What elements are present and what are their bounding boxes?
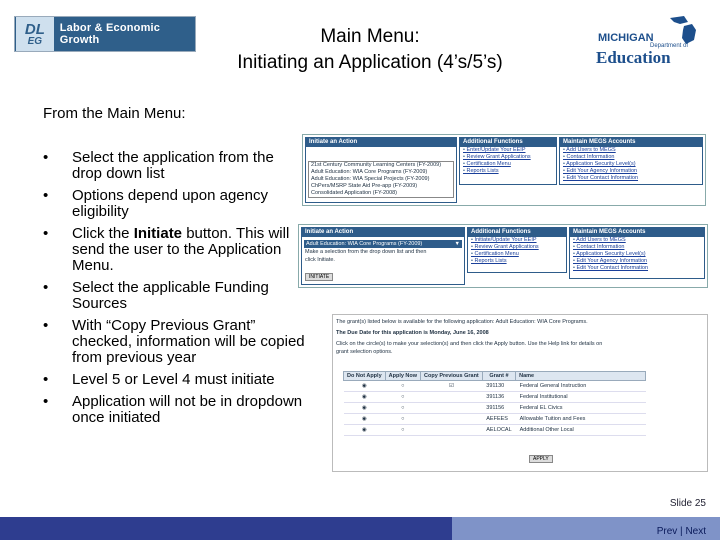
- bullet-icon: •: [43, 371, 49, 388]
- copy-previous-cell: [421, 403, 483, 414]
- help-text: click Initiate.: [305, 257, 335, 263]
- intro-text: From the Main Menu:: [43, 105, 186, 122]
- grant-number: 391130: [482, 381, 515, 392]
- bullet-text: Select the application from the drop down list: [72, 149, 274, 182]
- logo-education: Education: [596, 48, 671, 67]
- screenshot-main-menu-selected: [298, 224, 708, 288]
- apply-now-radio[interactable]: ○: [385, 392, 420, 403]
- additional-link[interactable]: • Reports Lists: [460, 168, 556, 175]
- column-header: Name: [516, 372, 646, 381]
- slide-title-line-1: Main Menu:: [320, 26, 420, 47]
- bullet-text: Application will not be in dropdown once initiated: [72, 393, 303, 426]
- initiate-action-title: Initiate an Action: [302, 228, 464, 237]
- initiate-button-row: [302, 265, 464, 281]
- additional-link[interactable]: • Review Grant Applications: [460, 154, 556, 161]
- bullet-item: [43, 150, 305, 182]
- grant-table-header: [344, 372, 646, 381]
- additional-functions-title: Additional Functions: [468, 228, 566, 237]
- bullet-item: [43, 280, 305, 312]
- additional-link[interactable]: • Certification Menu: [468, 251, 566, 258]
- michigan-education-logo: [594, 10, 706, 68]
- dleg-logo: [14, 16, 196, 52]
- initiate-action-box: [301, 227, 465, 285]
- additional-link[interactable]: • Certification Menu: [460, 161, 556, 168]
- screenshot-grant-selection: [332, 314, 708, 472]
- bullet-text: With “Copy Previous Grant” checked, information will be copied from previous year: [72, 317, 305, 366]
- maintain-link[interactable]: • Application Security Level(s): [560, 161, 702, 168]
- logo-department: Department of: [650, 43, 689, 49]
- maintain-link[interactable]: • Add Users to MEGS: [560, 147, 702, 154]
- dleg-logo-mark-top: DL: [24, 20, 45, 38]
- copy-previous-cell: [421, 414, 483, 425]
- grant-number: AEFEES: [482, 414, 515, 425]
- dropdown-option[interactable]: Adult Education: WIA Core Programs (FY-2009): [311, 169, 428, 175]
- maintain-link[interactable]: • Contact Information: [570, 244, 704, 251]
- dleg-logo-mark-bottom: EG: [27, 35, 43, 47]
- bullet-text: Options depend upon agency eligibility: [72, 187, 268, 220]
- bullet-item: [43, 318, 305, 366]
- application-select-value: Adult Education: WIA Core Programs (FY-2009): [306, 241, 423, 247]
- dleg-logo-text: Labor & Economic Growth: [59, 22, 161, 46]
- help-text: Make a selection from the drop down list and then: [305, 249, 427, 255]
- screenshot-main-menu-dropdown: [302, 134, 706, 206]
- additional-link[interactable]: • Review Grant Applications: [468, 244, 566, 251]
- initiate-button[interactable]: INITIATE: [305, 273, 333, 281]
- do-not-apply-radio[interactable]: ◉: [344, 403, 386, 414]
- chevron-down-icon: ▼: [454, 241, 460, 247]
- bullet-item: [43, 226, 305, 274]
- table-row: [344, 403, 646, 414]
- bullet-text: Level 5 or Level 4 must initiate: [72, 371, 275, 388]
- apply-now-radio[interactable]: ○: [385, 381, 420, 392]
- maintain-accounts-title: Maintain MEGS Accounts: [560, 138, 702, 147]
- dleg-logo-mark: [16, 17, 54, 51]
- dropdown-option[interactable]: Adult Education: WIA Special Projects (FY-2009): [311, 176, 430, 182]
- maintain-link[interactable]: • Application Security Level(s): [570, 251, 704, 258]
- grant-instruction-line: grant selection options.: [336, 349, 393, 355]
- slide-title: [200, 24, 540, 76]
- additional-link[interactable]: • Reports Lists: [468, 258, 566, 265]
- dropdown-option[interactable]: Consolidated Application (FY-2008): [311, 190, 398, 196]
- next-link[interactable]: Next: [685, 526, 706, 537]
- footer-bar: [0, 517, 720, 540]
- column-header: Copy Previous Grant: [421, 372, 483, 381]
- bullet-icon: •: [43, 279, 49, 296]
- bullet-list: [43, 150, 305, 432]
- copy-previous-checkbox[interactable]: ☑: [421, 381, 483, 392]
- grant-number: 391156: [482, 403, 515, 414]
- grant-info-line: The grant(s) listed below is available for the following application: Adult Education: WIA Core Programs.: [336, 319, 588, 325]
- application-dropdown-list[interactable]: [308, 161, 454, 198]
- maintain-accounts-box: [569, 227, 705, 279]
- bullet-icon: •: [43, 393, 49, 410]
- grant-number: 391136: [482, 392, 515, 403]
- additional-functions-title: Additional Functions: [460, 138, 556, 147]
- table-row: [344, 425, 646, 436]
- bullet-text-tail: button. This will send the user to the Application Menu.: [72, 225, 290, 274]
- copy-previous-cell: [421, 392, 483, 403]
- grant-name: Additional Other Local: [516, 425, 646, 436]
- additional-link[interactable]: • Initiate/Update Your EEIP: [468, 237, 566, 244]
- slide-title-line-2: Initiating an Application (4’s/5’s): [237, 52, 503, 73]
- table-row: [344, 414, 646, 425]
- do-not-apply-radio[interactable]: ◉: [344, 425, 386, 436]
- additional-functions-box: [459, 137, 557, 185]
- grant-name: Allowable Tuition and Fees: [516, 414, 646, 425]
- initiate-action-title: Initiate an Action: [306, 138, 456, 147]
- bullet-icon: •: [43, 225, 49, 242]
- grant-table: [343, 371, 646, 436]
- column-header: Do Not Apply: [344, 372, 386, 381]
- application-select[interactable]: [304, 240, 462, 248]
- apply-now-radio[interactable]: ○: [385, 403, 420, 414]
- prev-link[interactable]: Prev: [656, 526, 678, 537]
- do-not-apply-radio[interactable]: ◉: [344, 392, 386, 403]
- additional-link[interactable]: • Enter/Update Your EEIP: [460, 147, 556, 154]
- bullet-icon: •: [43, 317, 49, 334]
- initiate-action-box: [305, 137, 457, 203]
- maintain-link[interactable]: • Edit Your Agency Information: [570, 258, 704, 265]
- grant-number: AELOCAL: [482, 425, 515, 436]
- bullet-text: Click the: [72, 225, 134, 242]
- nav-separator: |: [680, 526, 683, 537]
- maintain-link[interactable]: • Edit Your Contact Information: [560, 175, 702, 182]
- bullet-icon: •: [43, 149, 49, 166]
- bullet-item: [43, 188, 305, 220]
- grant-due-date: The Due Date for this application is Monday, June 16, 2008: [336, 330, 489, 336]
- slide-number: Slide 25: [669, 498, 706, 509]
- logo-state-name: MICHIGAN: [598, 32, 654, 44]
- dropdown-option[interactable]: 21st Century Community Learning Centers (FY-2009): [311, 162, 442, 168]
- bullet-text: Select the applicable Funding Sources: [72, 279, 269, 312]
- grant-name: Federal EL Civics: [516, 403, 646, 414]
- maintain-link[interactable]: • Edit Your Contact Information: [570, 265, 704, 272]
- maintain-link[interactable]: • Add Users to MEGS: [570, 237, 704, 244]
- table-row: [344, 392, 646, 403]
- bullet-item: [43, 372, 305, 388]
- bullet-item: [43, 394, 305, 426]
- footer-nav: [657, 526, 706, 537]
- maintain-link[interactable]: • Edit Your Agency Information: [560, 168, 702, 175]
- michigan-map-icon: [666, 14, 702, 46]
- column-header: Apply Now: [385, 372, 420, 381]
- table-row: [344, 381, 646, 392]
- apply-now-radio[interactable]: ○: [385, 414, 420, 425]
- apply-now-radio[interactable]: ○: [385, 425, 420, 436]
- grant-name: Federal General Instruction: [516, 381, 646, 392]
- apply-button-row: [529, 455, 553, 463]
- bullet-icon: •: [43, 187, 49, 204]
- grant-name: Federal Institutional: [516, 392, 646, 403]
- maintain-accounts-title: Maintain MEGS Accounts: [570, 228, 704, 237]
- maintain-link[interactable]: • Contact Information: [560, 154, 702, 161]
- dropdown-option[interactable]: ChPers/MSRP State Aid Pre-app (FY-2009): [311, 183, 418, 189]
- apply-button[interactable]: APPLY: [529, 455, 553, 463]
- additional-functions-box: [467, 227, 567, 273]
- grant-instruction-line: Click on the circle(s) to make your selection(s) and then click the Apply button. Use the Help link for details on: [336, 341, 603, 347]
- maintain-accounts-box: [559, 137, 703, 185]
- copy-previous-cell: [421, 425, 483, 436]
- column-header: Grant #: [482, 372, 515, 381]
- do-not-apply-radio[interactable]: ◉: [344, 414, 386, 425]
- bullet-bold-text: Initiate: [133, 225, 183, 242]
- do-not-apply-radio[interactable]: ◉: [344, 381, 386, 392]
